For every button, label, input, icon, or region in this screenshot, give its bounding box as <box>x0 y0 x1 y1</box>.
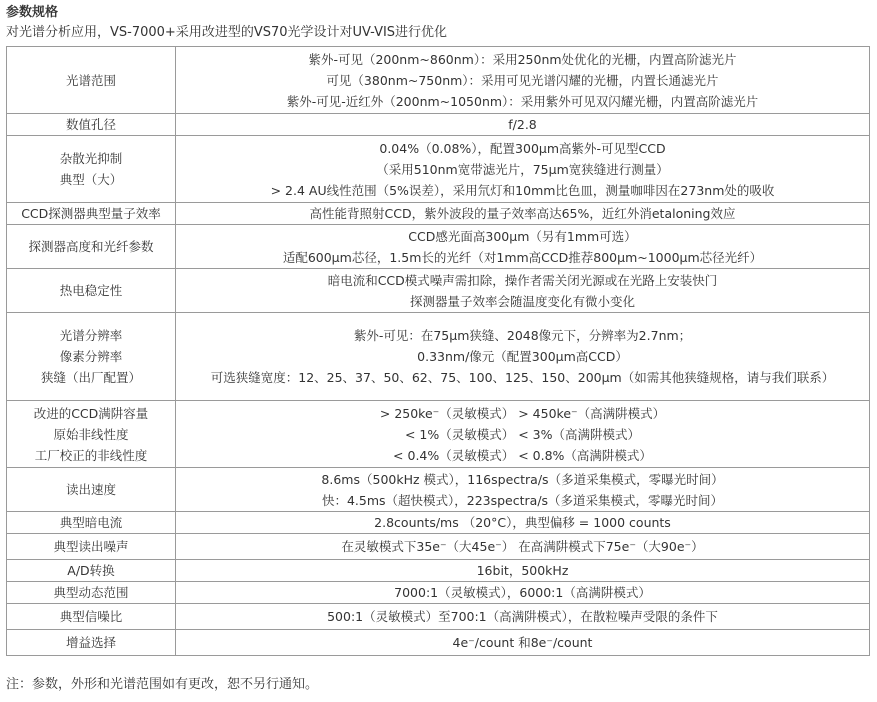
spec-value: < 0.4%（灵敏模式） < 0.8%（高满阱模式） <box>393 447 652 463</box>
spec-value-cell <box>176 313 870 401</box>
spec-value: 快：4.5ms（超快模式），223spectra/s（多道采集模式，零曝光时间） <box>321 492 724 508</box>
spec-value-cell <box>176 225 870 269</box>
spec-row <box>7 512 870 534</box>
spec-value: 可选狭缝宽度：12、25、37、50、62、75、100、125、150、200µm（如需其他狭缝规格，请与我们联系） <box>210 370 835 385</box>
spec-value-cell <box>176 468 870 512</box>
spec-value: 在灵敏模式下35e⁻（大45e⁻） 在高满阱模式下75e⁻（大90e⁻） <box>341 539 704 554</box>
spec-label: 狭缝（出厂配置） <box>40 370 141 385</box>
footnote: 注：参数，外形和光谱范围如有更改，恕不另行通知。 <box>6 677 319 692</box>
spec-value: 8.6ms（500kHz 模式），116spectra/s（多道采集模式，零曝光时间） <box>321 471 724 487</box>
spec-label-cell <box>7 269 176 313</box>
spec-label: 像素分辨率 <box>59 349 123 364</box>
spec-value: 探测器量子效率会随温度变化有微小变化 <box>409 293 635 309</box>
spec-label-cell <box>7 630 176 656</box>
spec-label: 探测器高度和光纤参数 <box>28 239 154 254</box>
spec-label: 数值孔径 <box>65 117 116 132</box>
spec-value: 紫外-可见：在75µm狭缝、2048像元下，分辨率为2.7nm； <box>353 328 692 343</box>
spec-row <box>7 468 870 512</box>
spec-row <box>7 269 870 313</box>
spec-row <box>7 534 870 560</box>
spec-value-cell <box>176 401 870 468</box>
spec-value-cell <box>176 582 870 604</box>
spec-label: 典型（大） <box>59 172 123 187</box>
spec-label: 改进的CCD满阱容量 <box>33 405 149 421</box>
spec-label: 热电稳定性 <box>59 283 123 298</box>
spec-value: （采用510nm宽带滤光片，75µm宽狭缝进行测量） <box>376 161 669 177</box>
spec-value: > 2.4 AU线性范围（5%误差），采用氘灯和10mm比色皿，测量咖啡因在273nm处的吸收 <box>270 182 775 198</box>
spec-value-cell <box>176 630 870 656</box>
spec-value: 紫外-可见（200nm~860nm）：采用250nm处优化的光栅，内置高阶滤光片 <box>308 51 737 67</box>
intro-text: 对光谱分析应用，VS-7000+采用改进型的VS70光学设计对UV-VIS进行优化 <box>6 25 448 40</box>
spec-value: 500:1（灵敏模式）至700:1（高满阱模式），在散粒噪声受限的条件下 <box>327 609 718 624</box>
spec-value-cell <box>176 560 870 582</box>
spec-value-cell <box>176 203 870 225</box>
spec-row <box>7 313 870 401</box>
spec-value-cell <box>176 269 870 313</box>
section-heading: 参数规格 <box>6 5 59 20</box>
spec-label-cell <box>7 313 176 401</box>
spec-value: 0.04%（0.08%），配置300µm高紫外-可见型CCD <box>379 140 666 156</box>
spec-label-cell <box>7 225 176 269</box>
spec-value-cell <box>176 47 870 114</box>
spec-row <box>7 47 870 114</box>
spec-label-cell <box>7 560 176 582</box>
spec-label: A/D转换 <box>67 563 115 578</box>
spec-value-cell <box>176 604 870 630</box>
spec-row <box>7 136 870 203</box>
spec-label: 典型暗电流 <box>59 515 123 530</box>
spec-label-cell <box>7 203 176 225</box>
spec-value: 高性能背照射CCD，紫外波段的量子效率高达65%，近红外消etaloning效应 <box>309 206 736 221</box>
spec-label-cell <box>7 512 176 534</box>
spec-label: 原始非线性度 <box>53 426 129 442</box>
spec-label-cell <box>7 468 176 512</box>
spec-value: 16bit，500kHz <box>476 563 569 578</box>
spec-value-cell <box>176 136 870 203</box>
spec-row <box>7 560 870 582</box>
spec-row <box>7 582 870 604</box>
spec-row <box>7 225 870 269</box>
spec-value-cell <box>176 114 870 136</box>
spec-value: 适配600µm芯径，1.5m长的光纤（对1mm高CCD推荐800µm~1000µm芯径光纤） <box>282 249 763 265</box>
spec-value: 0.33nm/像元（配置300µm高CCD） <box>417 349 628 364</box>
spec-value: 紫外-可见-近红外（200nm~1050nm）：采用紫外可见双闪耀光栅，内置高阶滤光片 <box>286 93 759 109</box>
spec-label-cell <box>7 47 176 114</box>
spec-label: 工厂校正的非线性度 <box>34 447 148 463</box>
spec-value: 暗电流和CCD模式噪声需扣除，操作者需关闭光源或在光路上安装快门 <box>327 272 718 288</box>
spec-label-cell <box>7 604 176 630</box>
spec-value: < 1%（灵敏模式） < 3%（高满阱模式） <box>404 426 641 442</box>
spec-value: 7000:1（灵敏模式），6000:1（高满阱模式） <box>394 585 651 600</box>
spec-value: 可见（380nm~750nm）：采用可见光谱闪耀的光栅，内置长通滤光片 <box>326 72 719 88</box>
spec-row <box>7 630 870 656</box>
spec-row <box>7 401 870 468</box>
spec-label: 增益选择 <box>65 635 116 650</box>
spec-label-cell <box>7 136 176 203</box>
spec-label: 读出速度 <box>65 482 116 497</box>
spec-value: 4e⁻/count 和8e⁻/count <box>452 635 593 650</box>
spec-value: CCD感光面高300µm（另有1mm可选） <box>408 228 637 244</box>
spec-label: 典型动态范围 <box>53 585 129 600</box>
spec-label: 典型读出噪声 <box>53 539 129 554</box>
spec-value-cell <box>176 534 870 560</box>
spec-value: 2.8counts/ms （20°C），典型偏移 = 1000 counts <box>374 515 671 530</box>
spec-value: > 250ke⁻（灵敏模式） > 450ke⁻（高满阱模式） <box>379 405 666 421</box>
spec-value: f/2.8 <box>508 117 537 132</box>
spec-row <box>7 114 870 136</box>
spec-label: 杂散光抑制 <box>59 151 123 166</box>
spec-table <box>6 46 870 656</box>
spec-label-cell <box>7 534 176 560</box>
spec-row <box>7 604 870 630</box>
spec-label: CCD探测器典型量子效率 <box>21 206 161 221</box>
spec-label-cell <box>7 114 176 136</box>
spec-label-cell <box>7 582 176 604</box>
spec-value-cell <box>176 512 870 534</box>
spec-label: 光谱范围 <box>65 72 116 88</box>
spec-label-cell <box>7 401 176 468</box>
spec-row <box>7 203 870 225</box>
spec-label: 典型信噪比 <box>59 609 123 624</box>
spec-label: 光谱分辨率 <box>59 328 123 343</box>
